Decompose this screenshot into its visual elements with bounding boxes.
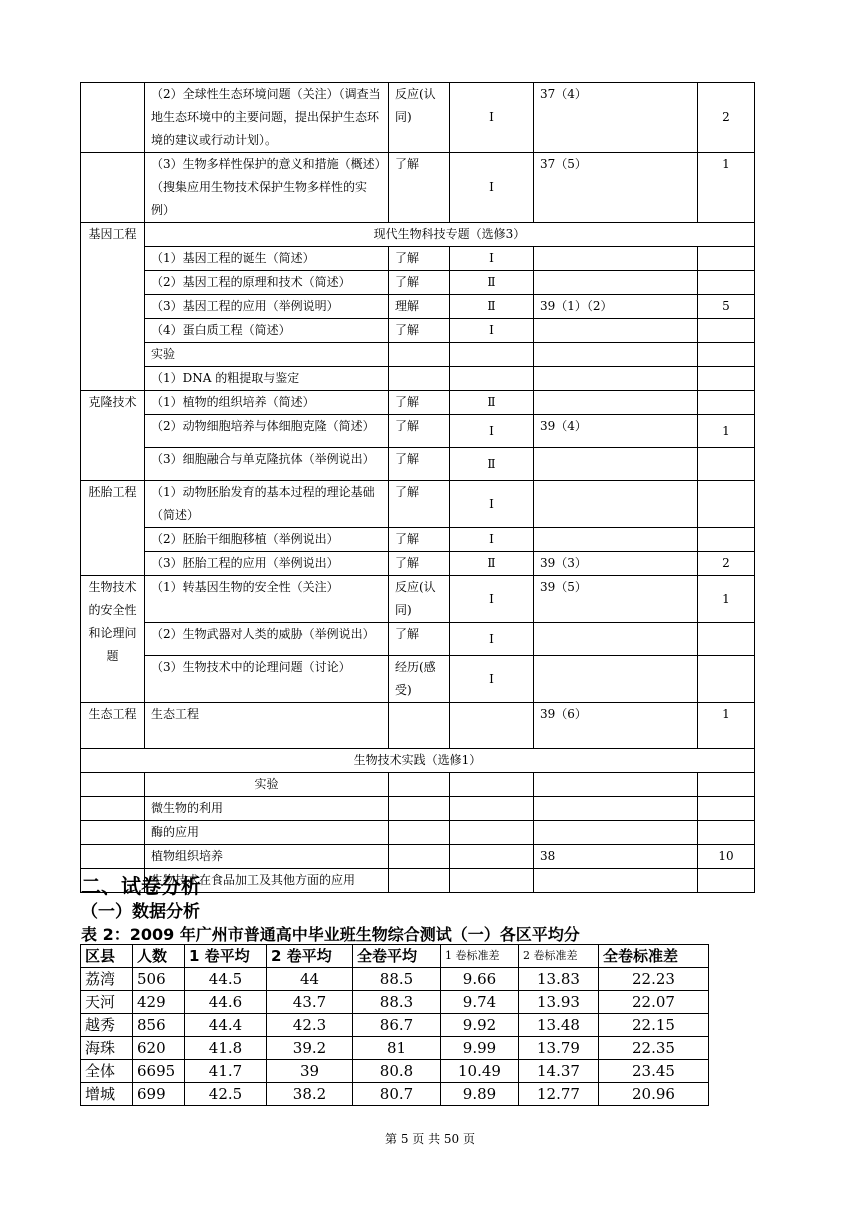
level-cell: 反应(认同) — [389, 576, 450, 623]
value-cell: 38.2 — [267, 1083, 353, 1106]
score-cell — [698, 623, 755, 656]
table-row — [81, 845, 755, 869]
value-cell: 44.6 — [185, 991, 267, 1014]
question-cell: 39（4） — [534, 415, 698, 448]
count-cell: 6695 — [133, 1060, 185, 1083]
req-cell: Ⅱ — [450, 448, 534, 481]
value-cell: 44.5 — [185, 968, 267, 991]
level-cell: 理解 — [389, 295, 450, 319]
level-cell: 了解 — [389, 391, 450, 415]
item-cell: （3）胚胎工程的应用（举例说出） — [145, 552, 389, 576]
level-cell: 反应(认同) — [389, 83, 450, 153]
table-row — [81, 1083, 709, 1106]
level-cell — [389, 367, 450, 391]
question-cell — [534, 247, 698, 271]
question-cell — [534, 528, 698, 552]
category-cell — [81, 797, 145, 821]
item-cell: （1）DNA 的粗提取与鉴定 — [145, 367, 389, 391]
req-cell: Ⅰ — [450, 83, 534, 153]
item-cell: （2）全球性生态环境问题（关注）（调查当地生态环境中的主要问题，提出保护生态环境的建议或行动计划）。 — [145, 83, 389, 153]
table-row — [81, 656, 755, 703]
table-row — [81, 1037, 709, 1060]
req-cell — [450, 845, 534, 869]
category-cell — [81, 845, 145, 869]
question-cell — [534, 391, 698, 415]
table-row — [81, 528, 755, 552]
value-cell: 9.89 — [441, 1083, 519, 1106]
value-cell: 9.74 — [441, 991, 519, 1014]
value-cell: 88.3 — [353, 991, 441, 1014]
value-cell: 41.8 — [185, 1037, 267, 1060]
req-cell — [450, 703, 534, 749]
category-cell — [81, 153, 145, 223]
table-row — [81, 448, 755, 481]
item-cell: 酶的应用 — [145, 821, 389, 845]
value-cell: 12.77 — [519, 1083, 599, 1106]
table-row — [81, 749, 755, 773]
table-row — [81, 391, 755, 415]
table-row — [81, 481, 755, 528]
header-cell: 1 卷平均 — [185, 945, 267, 968]
value-cell: 22.07 — [599, 991, 709, 1014]
district-cell: 天河 — [81, 991, 133, 1014]
score-cell — [698, 319, 755, 343]
score-cell — [698, 773, 755, 797]
level-cell: 了解 — [389, 415, 450, 448]
score-cell — [698, 247, 755, 271]
item-cell: （2）生物武器对人类的威胁（举例说出） — [145, 623, 389, 656]
question-cell: 39（1）（2） — [534, 295, 698, 319]
req-cell: Ⅰ — [450, 153, 534, 223]
table-row — [81, 968, 709, 991]
value-cell: 20.96 — [599, 1083, 709, 1106]
value-cell: 13.93 — [519, 991, 599, 1014]
req-cell — [450, 773, 534, 797]
table-row — [81, 319, 755, 343]
level-cell — [389, 773, 450, 797]
table-row — [81, 367, 755, 391]
question-cell: 39（3） — [534, 552, 698, 576]
category-cell: 克隆技术 — [81, 391, 145, 481]
table-row — [81, 223, 755, 247]
question-cell — [534, 367, 698, 391]
item-cell: 植物组织培养 — [145, 845, 389, 869]
level-cell: 了解 — [389, 153, 450, 223]
question-cell — [534, 869, 698, 893]
item-cell: （3）生物技术中的论理问题（讨论） — [145, 656, 389, 703]
table-row — [81, 991, 709, 1014]
item-cell: （1）基因工程的诞生（简述） — [145, 247, 389, 271]
req-cell: Ⅰ — [450, 415, 534, 448]
score-cell — [698, 869, 755, 893]
count-cell: 856 — [133, 1014, 185, 1037]
question-cell — [534, 343, 698, 367]
question-cell — [534, 821, 698, 845]
score-cell — [698, 343, 755, 367]
header-cell: 2 卷平均 — [267, 945, 353, 968]
level-cell: 经历(感受) — [389, 656, 450, 703]
category-cell: 生物技术的安全性和论理问题 — [81, 576, 145, 703]
level-cell — [389, 869, 450, 893]
table-row — [81, 295, 755, 319]
table-header-row — [81, 945, 709, 968]
category-cell — [81, 773, 145, 797]
level-cell — [389, 821, 450, 845]
item-cell: 生物技术在食品加工及其他方面的应用 — [145, 869, 389, 893]
value-cell: 14.37 — [519, 1060, 599, 1083]
value-cell: 44 — [267, 968, 353, 991]
stats-table — [80, 944, 709, 1106]
value-cell: 42.5 — [185, 1083, 267, 1106]
level-cell: 了解 — [389, 319, 450, 343]
item-cell: 微生物的利用 — [145, 797, 389, 821]
header-cell: 1 卷标准差 — [441, 945, 519, 968]
req-cell: Ⅱ — [450, 271, 534, 295]
level-cell: 了解 — [389, 552, 450, 576]
req-cell: Ⅰ — [450, 247, 534, 271]
score-cell — [698, 528, 755, 552]
score-cell: 1 — [698, 415, 755, 448]
score-cell: 2 — [698, 83, 755, 153]
item-cell: （2）动物细胞培养与体细胞克隆（简述） — [145, 415, 389, 448]
table-row — [81, 703, 755, 749]
score-cell — [698, 481, 755, 528]
value-cell: 13.48 — [519, 1014, 599, 1037]
value-cell: 9.66 — [441, 968, 519, 991]
question-cell — [534, 448, 698, 481]
question-cell: 38 — [534, 845, 698, 869]
value-cell: 9.92 — [441, 1014, 519, 1037]
req-cell: Ⅰ — [450, 656, 534, 703]
table-row — [81, 576, 755, 623]
question-cell — [534, 319, 698, 343]
table-row — [81, 797, 755, 821]
item-cell: （3）生物多样性保护的意义和措施（概述）（搜集应用生物技术保护生物多样性的实例） — [145, 153, 389, 223]
question-cell — [534, 656, 698, 703]
question-cell — [534, 623, 698, 656]
value-cell: 22.15 — [599, 1014, 709, 1037]
value-cell: 86.7 — [353, 1014, 441, 1037]
subsection-heading: （一）数据分析 — [81, 902, 200, 922]
table-row — [81, 623, 755, 656]
district-cell: 越秀 — [81, 1014, 133, 1037]
table-row — [81, 1014, 709, 1037]
section-heading: 二、试卷分析 — [81, 874, 201, 898]
req-cell: Ⅰ — [450, 623, 534, 656]
question-cell: 37（5） — [534, 153, 698, 223]
value-cell: 43.7 — [267, 991, 353, 1014]
value-cell: 44.4 — [185, 1014, 267, 1037]
score-cell — [698, 448, 755, 481]
level-cell: 了解 — [389, 481, 450, 528]
district-cell: 海珠 — [81, 1037, 133, 1060]
req-cell: Ⅰ — [450, 528, 534, 552]
req-cell: Ⅰ — [450, 481, 534, 528]
score-cell — [698, 271, 755, 295]
question-cell — [534, 271, 698, 295]
question-cell: 39（5） — [534, 576, 698, 623]
district-cell: 增城 — [81, 1083, 133, 1106]
level-cell: 了解 — [389, 271, 450, 295]
category-cell — [81, 83, 145, 153]
level-cell: 了解 — [389, 623, 450, 656]
district-cell: 荔湾 — [81, 968, 133, 991]
header-cell: 全卷标准差 — [599, 945, 709, 968]
header-cell: 2 卷标准差 — [519, 945, 599, 968]
value-cell: 81 — [353, 1037, 441, 1060]
req-cell: Ⅱ — [450, 295, 534, 319]
score-cell: 2 — [698, 552, 755, 576]
category-cell: 胚胎工程 — [81, 481, 145, 576]
item-cell: （3）细胞融合与单克隆抗体（举例说出） — [145, 448, 389, 481]
level-cell: 了解 — [389, 448, 450, 481]
value-cell: 22.23 — [599, 968, 709, 991]
item-cell: （2）胚胎干细胞移植（举例说出） — [145, 528, 389, 552]
category-cell — [81, 821, 145, 845]
question-cell — [534, 481, 698, 528]
score-cell — [698, 367, 755, 391]
category-cell: 基因工程 — [81, 223, 145, 391]
value-cell: 39 — [267, 1060, 353, 1083]
item-cell: （3）基因工程的应用（举例说明） — [145, 295, 389, 319]
table-row — [81, 153, 755, 223]
question-cell: 37（4） — [534, 83, 698, 153]
req-cell: Ⅰ — [450, 576, 534, 623]
score-cell: 5 — [698, 295, 755, 319]
req-cell: Ⅱ — [450, 391, 534, 415]
score-cell — [698, 821, 755, 845]
score-cell — [698, 656, 755, 703]
page-footer: 第 5 页 共 50 页 — [385, 1132, 475, 1146]
table-row — [81, 271, 755, 295]
table-row — [81, 247, 755, 271]
header-cell: 全卷平均 — [353, 945, 441, 968]
header-cell: 区县 — [81, 945, 133, 968]
item-cell: （2）基因工程的原理和技术（简述） — [145, 271, 389, 295]
score-cell: 1 — [698, 153, 755, 223]
level-cell — [389, 703, 450, 749]
score-cell — [698, 391, 755, 415]
item-cell: （1）植物的组织培养（简述） — [145, 391, 389, 415]
section-header: 现代生物科技专题（选修3） — [145, 223, 755, 247]
value-cell: 9.99 — [441, 1037, 519, 1060]
count-cell: 506 — [133, 968, 185, 991]
level-cell: 了解 — [389, 247, 450, 271]
item-cell: （1）动物胚胎发育的基本过程的理论基础（简述） — [145, 481, 389, 528]
score-cell: 10 — [698, 845, 755, 869]
req-cell — [450, 821, 534, 845]
count-cell: 429 — [133, 991, 185, 1014]
category-cell: 生态工程 — [81, 703, 145, 749]
value-cell: 80.7 — [353, 1083, 441, 1106]
count-cell: 620 — [133, 1037, 185, 1060]
table-row — [81, 821, 755, 845]
table-row — [81, 552, 755, 576]
table-row — [81, 1060, 709, 1083]
value-cell: 41.7 — [185, 1060, 267, 1083]
item-cell: （4）蛋白质工程（简述） — [145, 319, 389, 343]
count-cell: 699 — [133, 1083, 185, 1106]
value-cell: 13.83 — [519, 968, 599, 991]
value-cell: 23.45 — [599, 1060, 709, 1083]
syllabus-table — [80, 82, 755, 893]
score-cell: 1 — [698, 576, 755, 623]
table-row — [81, 773, 755, 797]
value-cell: 88.5 — [353, 968, 441, 991]
req-cell — [450, 869, 534, 893]
table-caption: 表 2：2009 年广州市普通高中毕业班生物综合测试（一）各区平均分 — [81, 925, 580, 944]
req-cell — [450, 343, 534, 367]
item-cell: （1）转基因生物的安全性（关注） — [145, 576, 389, 623]
table-row — [81, 415, 755, 448]
value-cell: 39.2 — [267, 1037, 353, 1060]
table-row — [81, 343, 755, 367]
question-cell: 39（6） — [534, 703, 698, 749]
level-cell — [389, 797, 450, 821]
level-cell: 了解 — [389, 528, 450, 552]
req-cell: Ⅰ — [450, 319, 534, 343]
score-cell — [698, 797, 755, 821]
section-header: 生物技术实践（选修1） — [81, 749, 755, 773]
value-cell: 42.3 — [267, 1014, 353, 1037]
value-cell: 10.49 — [441, 1060, 519, 1083]
req-cell — [450, 367, 534, 391]
district-cell: 全体 — [81, 1060, 133, 1083]
item-cell: 实验 — [145, 343, 389, 367]
value-cell: 22.35 — [599, 1037, 709, 1060]
question-cell — [534, 773, 698, 797]
req-cell — [450, 797, 534, 821]
level-cell — [389, 343, 450, 367]
value-cell: 80.8 — [353, 1060, 441, 1083]
table-row — [81, 83, 755, 153]
score-cell: 1 — [698, 703, 755, 749]
item-cell: 实验 — [145, 773, 389, 797]
value-cell: 13.79 — [519, 1037, 599, 1060]
level-cell — [389, 845, 450, 869]
header-cell: 人数 — [133, 945, 185, 968]
item-cell: 生态工程 — [145, 703, 389, 749]
question-cell — [534, 797, 698, 821]
req-cell: Ⅱ — [450, 552, 534, 576]
